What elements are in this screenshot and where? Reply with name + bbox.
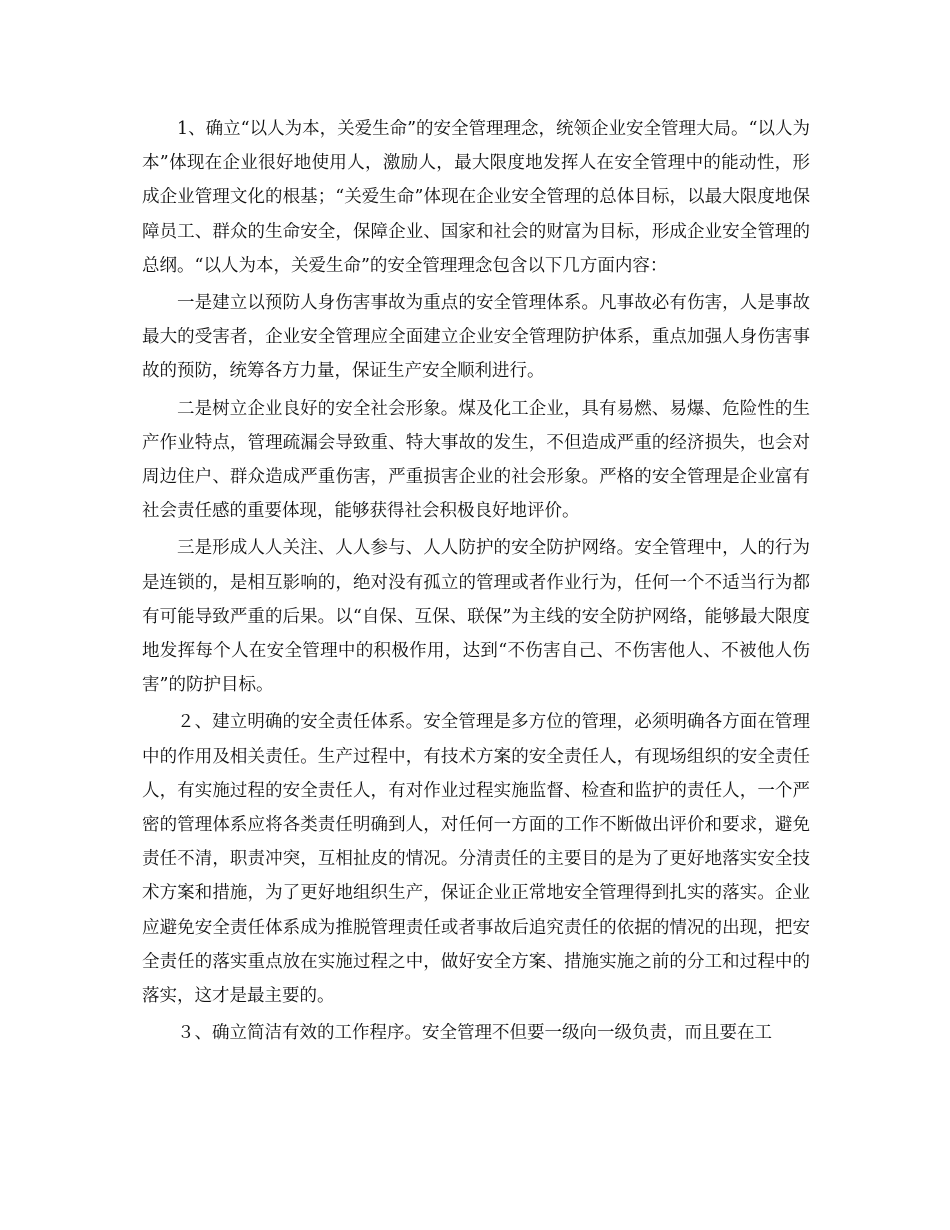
paragraph-point-three: 三是形成人人关注、人人参与、人人防护的安全防护网络。安全管理中，人的行为是连锁的，是相互影响的，绝对没有孤立的管理或者作业行为，任何一个不适当行为都有可能导致严重的后果。以“自保、互保、联保”为主线的安全防护网络，能够最大限度地发挥每个人在安全管理中的积极作用，达到“不伤害自己、不伤害他人、不被他人伤害”的防护目标。 [142, 538, 810, 696]
paragraph-point-one: 一是建立以预防人身伤害事故为重点的安全管理体系。凡事故必有伤害，人是事故最大的受害者，企业安全管理应全面建立企业安全管理防护体系，重点加强人身伤害事故的预防，统筹各方力量，保证生产安全顺利进行。 [142, 293, 810, 382]
document-body [142, 112, 810, 1050]
paragraph-work-procedure: ３、确立简洁有效的工作程序。安全管理不但要一级向一级负责，而且要在工 [177, 1023, 772, 1044]
paragraph-responsibility-system: ２、建立明确的安全责任体系。安全管理是多方位的管理，必须明确各方面在管理中的作用及相关责任。生产过程中，有技术方案的安全责任人，有现场组织的安全责任人，有实施过程的安全责任人，有对作业过程实施监督、检查和监护的责任人，一个严密的管理体系应将各类责任明确到人，对任何一方面的工作不断做出评价和要求，避免责任不清，职责冲突，互相扯皮的情况。分清责任的主要目的是为了更好地落实安全技术方案和措施，为了更好地组织生产，保证企业正常地安全管理得到扎实的落实。企业应避免安全责任体系成为推脱管理责任或者事故后追究责任的依据的情况的出现，把安全责任的落实重点放在实施过程之中，做好安全方案、措施实施之前的分工和过程中的落实，这才是最主要的。 [142, 712, 810, 1007]
paragraph-point-two: 二是树立企业良好的安全社会形象。煤及化工企业，具有易燃、易爆、危险性的生产作业特点，管理疏漏会导致重、特大事故的发生，不但造成严重的经济损失，也会对周边住户、群众造成严重伤害，严重损害企业的社会形象。严格的安全管理是企业富有社会责任感的重要体现，能够获得社会积极良好地评价。 [142, 398, 810, 522]
paragraph-safety-concept: 1、确立“以人为本，关爱生命”的安全管理理念，统领企业安全管理大局。“以人为本”体现在企业很好地使用人，激励人，最大限度地发挥人在安全管理中的能动性，形成企业管理文化的根基；“关爱生命”体现在企业安全管理的总体目标，以最大限度地保障员工、群众的生命安全，保障企业、国家和社会的财富为目标，形成企业安全管理的总纲。“以人为本，关爱生命”的安全管理理念包含以下几方面内容： [142, 119, 810, 276]
